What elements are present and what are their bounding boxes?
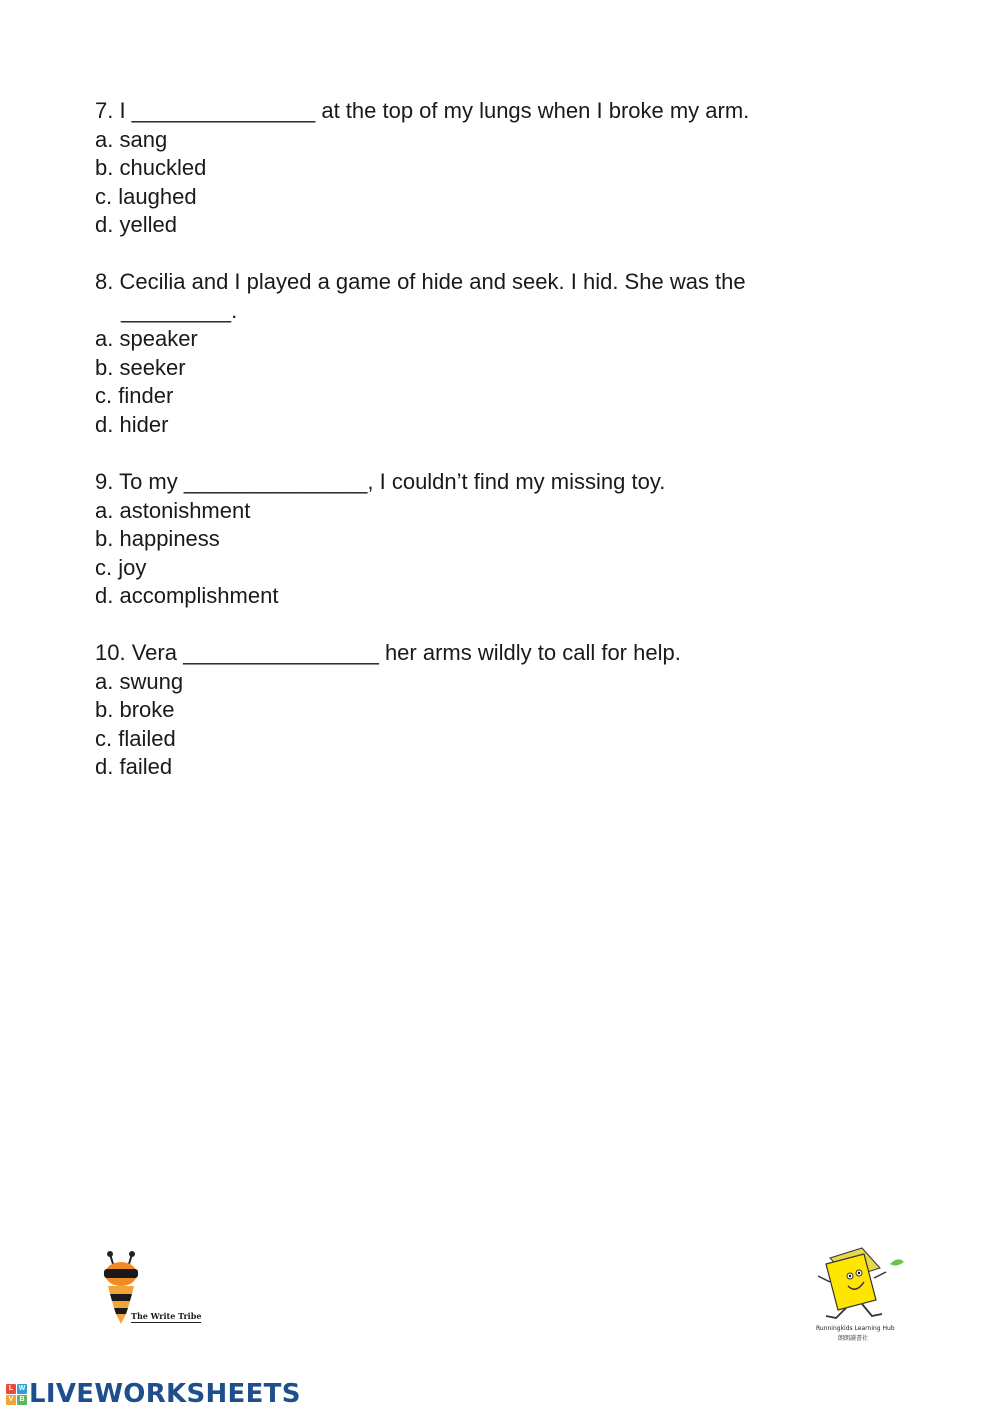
runningkids-caption-chinese: 朗朗讀書社 (838, 1335, 869, 1342)
option-letter: c. (95, 383, 113, 409)
option-letter: d. (95, 754, 114, 780)
option-letter: a. (95, 497, 114, 523)
option-8b[interactable] (95, 354, 855, 383)
option-7d[interactable] (95, 211, 855, 240)
brand-tile: B (17, 1395, 27, 1405)
option-text: astonishment (119, 497, 251, 523)
option-text: yelled (119, 212, 177, 238)
brand-name: LIVEWORKSHEETS (29, 1379, 301, 1409)
option-letter: b. (95, 155, 114, 181)
option-letter: a. (95, 668, 114, 694)
question-9-stem: 9. To my _______________, I couldn’t find my missing toy. (95, 469, 666, 494)
option-9d[interactable] (95, 582, 855, 611)
option-text: failed (119, 754, 173, 780)
option-text: flailed (118, 725, 176, 751)
option-letter: d. (95, 411, 114, 437)
option-text: hider (119, 411, 169, 437)
option-letter: c. (95, 183, 113, 209)
option-letter: c. (95, 554, 113, 580)
option-letter: d. (95, 212, 114, 238)
question-9 (95, 468, 855, 611)
option-letter: b. (95, 354, 114, 380)
running-book-icon (806, 1244, 906, 1324)
option-text: accomplishment (119, 583, 279, 609)
question-7-stem: 7. I _______________ at the top of my lungs when I broke my arm. (95, 98, 750, 123)
option-text: finder (118, 383, 174, 409)
liveworksheets-brand[interactable] (6, 1378, 301, 1410)
question-10-stem: 10. Vera ________________ her arms wildly to call for help. (95, 640, 681, 665)
write-tribe-logo (96, 1250, 211, 1330)
option-text: swung (119, 668, 184, 694)
option-text: laughed (118, 183, 197, 209)
question-8 (95, 268, 855, 440)
question-10 (95, 639, 855, 782)
question-8-stem-continued: _________. (121, 297, 238, 323)
option-text: seeker (119, 354, 186, 380)
option-9c[interactable] (95, 554, 855, 583)
option-10c[interactable] (95, 725, 855, 754)
option-9a[interactable] (95, 497, 855, 526)
option-letter: b. (95, 697, 114, 723)
option-7c[interactable] (95, 183, 855, 212)
option-8a[interactable] (95, 325, 855, 354)
option-letter: d. (95, 583, 114, 609)
option-letter: b. (95, 526, 114, 552)
option-letter: a. (95, 326, 114, 352)
brand-tile: L (6, 1384, 16, 1394)
option-7b[interactable] (95, 154, 855, 183)
runningkids-logo (806, 1244, 906, 1344)
brand-tiles-icon (6, 1384, 27, 1405)
option-letter: a. (95, 126, 114, 152)
option-7a[interactable] (95, 126, 855, 155)
option-text: broke (119, 697, 175, 723)
runningkids-caption: Runningkids Learning Hub (816, 1325, 895, 1332)
option-text: happiness (119, 526, 220, 552)
question-7 (95, 97, 855, 240)
option-10d[interactable] (95, 753, 855, 782)
option-10b[interactable] (95, 696, 855, 725)
option-8d[interactable] (95, 411, 855, 440)
option-text: joy (118, 554, 147, 580)
option-text: chuckled (119, 155, 207, 181)
brand-tile: V (6, 1395, 16, 1405)
option-letter: c. (95, 725, 113, 751)
option-text: speaker (119, 326, 198, 352)
option-10a[interactable] (95, 668, 855, 697)
option-8c[interactable] (95, 382, 855, 411)
brand-tile: W (18, 1384, 26, 1392)
option-text: sang (119, 126, 168, 152)
write-tribe-caption: The Write Tribe (131, 1311, 202, 1321)
option-9b[interactable] (95, 525, 855, 554)
question-8-stem: 8. Cecilia and I played a game of hide and seek. I hid. She was the (95, 269, 746, 294)
